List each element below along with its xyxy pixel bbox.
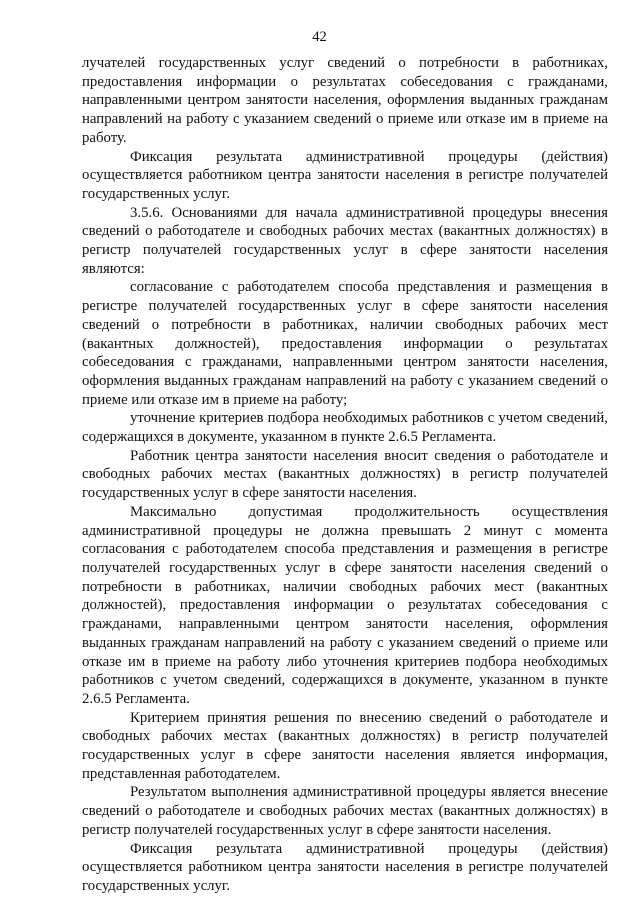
paragraph-agreement-item: согласование с работодателем способа представления и размещения в регистре получателей государственных услуг в сфере занятости населения сведений о потребности в работниках, наличии свободных рабочих мест (вакантных должностей), предоставления информации о результатах собеседования с гражданами, направленными центром занятости населения, оформления выданных гражданам направлений на работу с указанием сведений о приеме или отказе им в приеме на работу;	[82, 279, 608, 408]
paragraph-criteria-item: уточнение критериев подбора необходимых работников с учетом сведений, содержащихся в документе, указанном в пункте 2.6.5 Регламента.	[82, 410, 608, 446]
paragraph-result: Результатом выполнения административной процедуры является внесение сведений о работодателе и свободных рабочих местах (вакантных должностях) в регистр получателей государственных услуг в сфере занятости населения.	[82, 784, 608, 838]
paragraph-decision-criterion: Критерием принятия решения по внесению сведений о работодателе и свободных рабочих местах (вакантных должностях) в регистр получателей государственных услуг в сфере занятости населения является информация, представленная работодателем.	[82, 709, 608, 782]
document-body	[82, 54, 608, 896]
paragraph-continued: лучателей государственных услуг сведений о потребности в работниках, предоставления информации о результатах собеседования с гражданами, направленными центром занятости населения, оформления выданных гражданам направлений на работу с указанием сведений о приеме или отказе им в приеме на работу.	[82, 55, 608, 146]
page-number: 42	[312, 29, 327, 45]
paragraph-fixation-2: Фиксация результата административной процедуры (действия) осуществляется работником центра занятости населения в регистре получателей государственных услуг.	[82, 840, 608, 894]
paragraph-fixation-1: Фиксация результата административной процедуры (действия) осуществляется работником центра занятости населения в регистре получателей государственных услуг.	[82, 148, 608, 202]
paragraph-3-5-6-grounds: 3.5.6. Основаниями для начала административной процедуры внесения сведений о работодателе и свободных рабочих местах (вакантных должностях) в регистр получателей государственных услуг в сфере занятости населения являются:	[82, 204, 608, 277]
paragraph-max-duration: Максимально допустимая продолжительность осуществления административной процедуры не должна превышать 2 минут с момента согласования с работодателем способа представления и размещения в регистре получателей государственных услуг в сфере занятости населения сведений о потребности в работниках, наличии свободных рабочих мест (вакантных должностей), предоставления информации о результатах собеседования с гражданами, направленными центром занятости населения, оформления выданных гражданам направлений на работу с указанием сведений о приеме или отказе им в приеме на работу либо уточнения критериев подбора необходимых работников с учетом сведений, содержащихся в документе, указанном в пункте 2.6.5 Регламента.	[82, 503, 608, 707]
paragraph-worker-enters: Работник центра занятости населения вносит сведения о работодателе и свободных рабочих местах (вакантных должностях) в регистр получателей государственных услуг в сфере занятости населения.	[82, 447, 608, 502]
